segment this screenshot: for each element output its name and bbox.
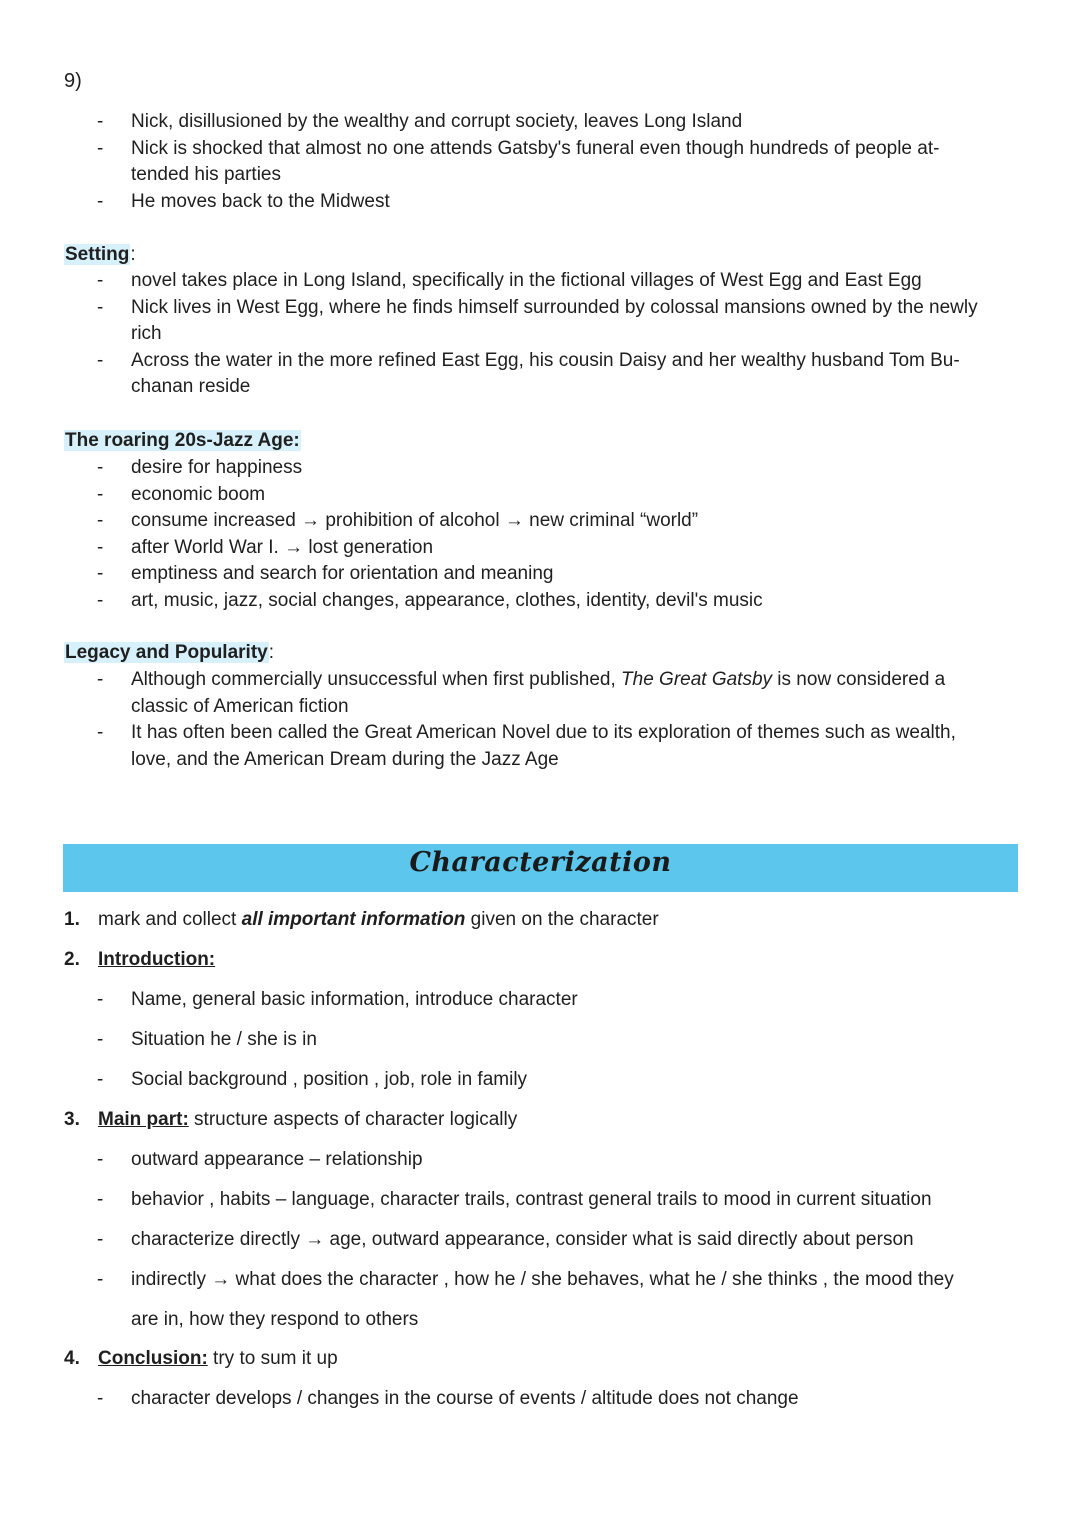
dash-bullet: - [97, 1029, 104, 1050]
dash-bullet: - [97, 190, 104, 212]
list-item-continuation: chanan reside [131, 376, 251, 397]
list-item-continuation: love, and the American Dream during the Jazz Age [131, 748, 559, 770]
dash-bullet: - [97, 457, 104, 478]
list-item: - after World War I. → lost generation [0, 535, 1080, 562]
legacy-heading: Legacy and Popularity: [65, 642, 275, 663]
setting-bullet-list [0, 268, 1080, 401]
list-item: - He moves back to the Midwest [0, 189, 1080, 216]
step-4: 4. Conclusion: try to sum it up [64, 1348, 338, 1369]
dash-bullet: - [97, 1229, 104, 1250]
list-item: - desire for happiness [0, 455, 1080, 482]
list-item: - indirectly → what does the character , how he / she behaves, what he / she thinks , the mood they [0, 1260, 1080, 1300]
section-number: 9) [64, 70, 82, 92]
list-item: - Social background , position , job, role in family [0, 1060, 1080, 1100]
dash-bullet: - [97, 483, 104, 505]
list-item: - consume increased → prohibition of alcohol → new criminal “world” [0, 508, 1080, 535]
banner-title: Characterization [409, 847, 672, 878]
dash-bullet: - [97, 563, 104, 584]
characterization-banner [63, 844, 1018, 892]
main-part-bullet-list [0, 1140, 1080, 1340]
list-item: - Situation he / she is in [0, 1020, 1080, 1060]
setting-heading: Setting: [65, 244, 136, 265]
dash-bullet: - [97, 1189, 104, 1210]
list-item: - outward appearance – relationship [0, 1140, 1080, 1180]
main-part-label: Main part: [98, 1109, 189, 1130]
dash-bullet: - [97, 510, 104, 531]
dash-bullet: - [97, 270, 104, 291]
jazz-age-heading: The roaring 20s-Jazz Age: [65, 430, 300, 451]
dash-bullet: - [97, 1388, 104, 1409]
list-item: - Nick, disillusioned by the wealthy and corrupt society, leaves Long Island [0, 109, 1080, 136]
introduction-label: Introduction: [98, 949, 216, 970]
list-item: - art, music, jazz, social changes, appearance, clothes, identity, devil's music [0, 588, 1080, 615]
list-item: - Although commercially unsuccessful when first published, The Great Gatsby is now considered a [0, 667, 1080, 694]
dash-bullet: - [97, 1149, 104, 1170]
list-item: - character develops / changes in the course of events / altitude does not change [0, 1379, 1080, 1419]
dash-bullet: - [97, 589, 104, 611]
list-item: - economic boom [0, 482, 1080, 509]
dash-bullet: - [97, 137, 104, 159]
list-item: - characterize directly → age, outward appearance, consider what is said directly about person [0, 1220, 1080, 1260]
list-item: - It has often been called the Great American Novel due to its exploration of themes such as wealth, [0, 720, 1080, 747]
list-item-continuation: tended his parties [131, 164, 281, 185]
list-item-continuation: classic of American fiction [131, 695, 349, 717]
list-item: - Nick is shocked that almost no one attends Gatsby's funeral even though hundreds of people at- [0, 136, 1080, 163]
list-item-continuation: rich [131, 323, 162, 344]
dash-bullet: - [97, 669, 104, 690]
list-item-continuation: are in, how they respond to others [131, 1309, 419, 1330]
introduction-bullet-list [0, 980, 1080, 1100]
dash-bullet: - [97, 722, 104, 743]
step-2: 2. Introduction: [64, 949, 216, 970]
conclusion-bullet-list [0, 1379, 1080, 1419]
list-item: - Nick lives in West Egg, where he finds himself surrounded by colossal mansions owned by the newly [0, 295, 1080, 322]
book-title: The Great Gatsby [621, 669, 773, 690]
dash-bullet: - [97, 349, 104, 371]
conclusion-label: Conclusion: [98, 1348, 208, 1369]
list-item: - behavior , habits – language, character trails, contrast general trails to mood in current situation [0, 1180, 1080, 1220]
jazz-age-bullet-list [0, 455, 1080, 614]
step-3: 3. Main part: structure aspects of character logically [64, 1109, 518, 1130]
step-1: 1. mark and collect all important information given on the character [64, 909, 659, 930]
list-item: - Name, general basic information, introduce character [0, 980, 1080, 1020]
dash-bullet: - [97, 989, 104, 1010]
plot-bullet-list [0, 109, 1080, 215]
list-item: - novel takes place in Long Island, specifically in the fictional villages of West Egg and East Egg [0, 268, 1080, 295]
legacy-bullet-list [0, 667, 1080, 773]
dash-bullet: - [97, 536, 104, 558]
dash-bullet: - [97, 296, 104, 318]
dash-bullet: - [97, 1069, 104, 1090]
list-item: - emptiness and search for orientation and meaning [0, 561, 1080, 588]
list-item: - Across the water in the more refined East Egg, his cousin Daisy and her wealthy husband Tom Bu- [0, 348, 1080, 375]
dash-bullet: - [97, 111, 104, 132]
dash-bullet: - [97, 1269, 104, 1290]
